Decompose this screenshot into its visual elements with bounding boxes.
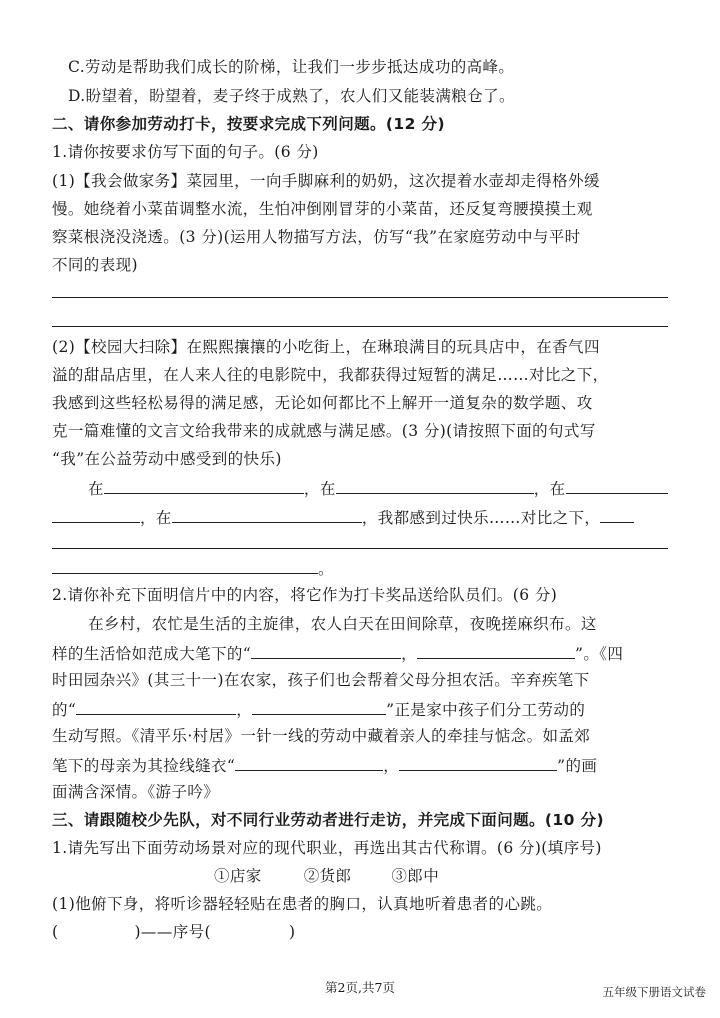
q1-part2-line-4: 克一篇难懂的文言文给我带来的成就感与满足感。(3 分)(请按照下面的句式写 [52,422,596,440]
q2-text: ”的画 [557,757,598,775]
paren-close: ) [288,923,296,941]
comma: ， [236,701,253,719]
period: 。 [318,560,334,578]
q2-line-7: 面满含深情。《游子吟》 [52,783,220,801]
fill-row-4 [52,557,334,579]
fill-blank[interactable] [566,477,668,494]
options-row [214,866,439,886]
q1-part1-line-1: (1)【我会做家务】菜园里，一向手脚麻利的奶奶，这次提着水壶却走得格外缓 [52,172,600,190]
comma: ， [140,509,156,527]
fill-blank[interactable] [104,477,304,494]
s3-item-1: (1)他俯下身，将听诊器轻轻贴在患者的胸口，认真地听着患者的心跳。 [52,895,553,913]
answer-line-2[interactable] [52,326,668,327]
comma: ， [383,757,400,775]
q2-line-3: 时田园杂兴》(其三十一)在农家，孩子们也会帮着父母分担农活。辛弃疾笔下 [52,671,590,689]
fill-blank[interactable] [52,557,318,574]
q1-part2-line-3: 我感到这些轻松易得的满足感，无论如何都比不上解开一道复杂的数学题、攻 [52,394,593,412]
q2-text: 笔下的母亲为其捡线缝衣“ [52,757,236,775]
answer-line-1[interactable] [52,297,668,298]
option-d: D.盼望着，盼望着，麦子终于成熟了，农人们又能装满粮仓了。 [68,87,515,105]
option-doctor: ③郎中 [391,867,440,885]
fill-word: 在 [319,480,336,498]
fill-word: 在 [155,509,172,527]
exam-name: 五年级下册语文试卷 [602,985,706,999]
fill-blank[interactable] [52,506,140,523]
comma: ， [303,480,320,498]
q1-part1-line-4: 不同的表现) [52,256,138,274]
poem-blank[interactable] [235,754,383,771]
page-number: 第2页,共7页 [325,980,395,995]
q2-text: ”。《四 [575,645,624,663]
fill-row-2 [52,506,634,528]
q2-line-5: 生动写照。《清平乐·村居》一针一线的劳动中藏着亲人的牵挂与惦念。如孟郊 [52,727,591,745]
section-3-heading: 三、请跟随校少先队，对不同行业劳动者进行走访，并完成下面问题。(10 分) [52,811,604,829]
q2-line-1: 在乡村，农忙是生活的主旋律，农人白天在田间除草，夜晚搓麻织布。这 [88,615,597,633]
comma: ， [533,480,550,498]
option-peddler: ②货郎 [303,867,352,885]
answer-line-3[interactable] [52,548,668,549]
fill-row-1 [88,477,668,499]
poem-blank[interactable] [76,698,236,715]
poem-blank[interactable] [252,698,386,715]
poem-blank[interactable] [399,754,557,771]
q2-text: 的“ [52,701,77,719]
section-2-heading: 二、请你参加劳动打卡，按要求完成下列问题。(12 分) [52,115,445,133]
q2-line-6 [52,754,597,776]
poem-blank[interactable] [417,642,575,659]
fill-blank[interactable] [600,506,634,523]
q1-part1-line-2: 慢。她绕着小菜苗调整水流，生怕冲倒刚冒芽的小菜苗，还反复弯腰摸摸土观 [52,200,593,218]
option-c: C.劳动是帮助我们成长的阶梯，让我们一步步抵达成功的高峰。 [68,58,515,76]
s3-q1-prompt: 1.请先写出下面劳动场景对应的现代职业，再选出其古代称谓。(6 分)(填序号) [52,839,602,857]
paren-open: ( [52,923,59,941]
poem-blank[interactable] [251,642,401,659]
q2-text: ”正是家中孩子们分工劳动的 [386,701,586,719]
q1-prompt: 1.请你按要求仿写下面的句子。(6 分) [52,143,319,161]
fill-blank[interactable] [336,477,534,494]
answer-row [52,922,295,942]
q2-prompt: 2.请你补充下面明信片中的内容，将它作为打卡奖品送给队员们。(6 分) [52,586,558,604]
option-shop: ①店家 [214,867,262,885]
q2-line-4 [52,698,585,720]
fill-word: 在 [88,480,104,498]
q1-part1-line-3: 察菜根浇没浇透。(3 分)(运用人物描写方法，仿写“我”在家庭劳动中与平时 [52,228,581,246]
q2-line-2 [52,642,623,664]
q1-part2-line-1: (2)【校园大扫除】在熙熙攘攘的小吃街上，在琳琅满目的玩具店中，在香气四 [52,338,600,356]
fill-word: 在 [549,480,566,498]
fill-blank[interactable] [172,506,362,523]
q1-part2-line-2: 溢的甜品店里，在人来人往的电影院中，我都获得过短暂的满足……对比之下， [52,366,609,384]
q2-text: 样的生活恰如范成大笔下的“ [52,645,252,663]
q1-part2-line-5: “我”在公益劳动中感受到的快乐) [52,450,282,468]
comma: ， [401,645,418,663]
fill-end: ，我都感到过快乐……对比之下， [361,509,601,527]
answer-mid: )——序号( [134,923,211,941]
